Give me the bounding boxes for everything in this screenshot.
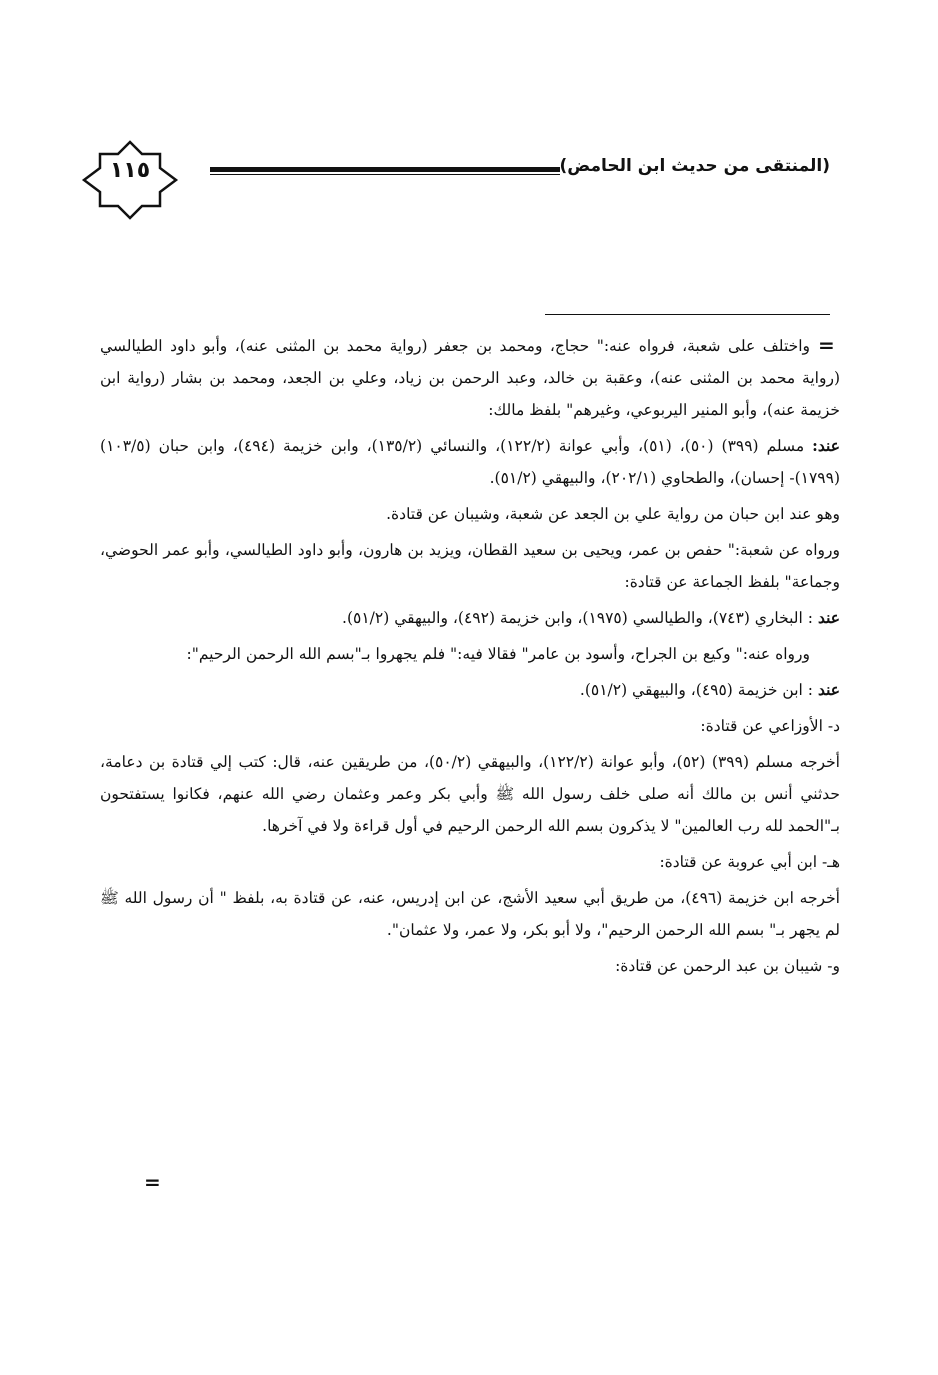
paragraph: أخرجه مسلم (٣٩٩) (٥٢)، وأبو عوانة (١٢٢/٢)، والبيهقي (٥٠/٢)، من طريقين عنه، قال: كتب إلي قتادة بن دعامة، حدثني أنس بن مالك أنه صلى خلف رسول الله ﷺ وأبي بكر وعمر وعثمان رضي الله عنهم، فكانوا يستفتحون بـ"الحمد لله رب العالمين" لا يذكرون بسم الله الرحمن الرحيم في أول قراءة ولا في آخرها. bbox=[100, 753, 840, 835]
paragraph: ورواه عنه:" وكيع بن الجراح، وأسود بن عامر" فقالا فيه:" فلم يجهروا بـ"بسم الله الرحمن الرحيم": bbox=[186, 645, 810, 663]
section-heading: و- شيبان بن عبد الرحمن عن قتادة: bbox=[615, 957, 840, 975]
running-title: (المنتقى من حديث ابن الحامض) bbox=[559, 156, 830, 176]
page-body bbox=[100, 330, 840, 986]
page-header bbox=[80, 140, 840, 220]
citation-label: عند bbox=[817, 608, 840, 627]
page-number: ١١٥ bbox=[109, 158, 151, 183]
continuation-mark-top: = bbox=[818, 333, 835, 357]
section-heading: هـ- ابن أبي عروبة عن قتادة: bbox=[659, 853, 840, 871]
continuation-mark-bottom: = bbox=[144, 1170, 161, 1194]
paragraph: واختلف على شعبة، فرواه عنه:" حجاج، ومحمد بن جعفر (رواية محمد بن المثنى عنه)، وأبو داود الطيالسي (رواية محمد بن المثنى عنه)، وعقبة بن خالد، وعبد الرحمن بن زياد، وعلي بن الجعد، ومحمد بن بشار (رواية ابن خزيمة عنه)، وأبو المنير اليربوعي، وغيرهم" بلفظ مالك: bbox=[100, 337, 840, 419]
footnote-separator bbox=[545, 314, 830, 315]
paragraph: وهو عند ابن حبان من رواية علي بن الجعد عن شعبة، وشيبان عن قتادة. bbox=[386, 505, 840, 523]
paragraph: عند: مسلم (٣٩٩) (٥٠)، (٥١)، وأبي عوانة (١٢٢/٢)، والنسائي (١٣٥/٢)، وابن خزيمة (٤٩٤)، وابن حبان (١٠٣/٥) (١٧٩٩)- إحسان)، والطحاوي (٢٠٢/١)، والبيهقي (٥١/٢). bbox=[100, 436, 840, 487]
page-number-badge bbox=[80, 140, 180, 220]
paragraph: عند : ابن خزيمة (٤٩٥)، والبيهقي (٥١/٢). bbox=[579, 680, 840, 699]
paragraph: ورواه عن شعبة:" حفص بن عمر، ويحيى بن سعيد القطان، ويزيد بن هارون، وأبو داود الطيالسي، وأبو عمر الحوضي، وجماعة" بلفظ الجماعة عن قتادة: bbox=[100, 541, 840, 591]
header-rule bbox=[210, 167, 560, 176]
citation-label: عند: bbox=[812, 436, 840, 455]
citation-label: عند bbox=[817, 680, 840, 699]
paragraph: أخرجه ابن خزيمة (٤٩٦)، من طريق أبي سعيد الأشج، عن ابن إدريس، عنه، عن قتادة به، بلفظ " أن رسول الله ﷺ لم يجهر بـ" بسم الله الرحمن الرحيم"، ولا أبو بكر، ولا عمر، ولا عثمان". bbox=[100, 889, 840, 939]
section-heading: د- الأوزاعي عن قتادة: bbox=[700, 717, 840, 735]
paragraph: عند : البخاري (٧٤٣)، والطيالسي (١٩٧٥)، وابن خزيمة (٤٩٢)، والبيهقي (٥١/٢). bbox=[342, 608, 840, 627]
